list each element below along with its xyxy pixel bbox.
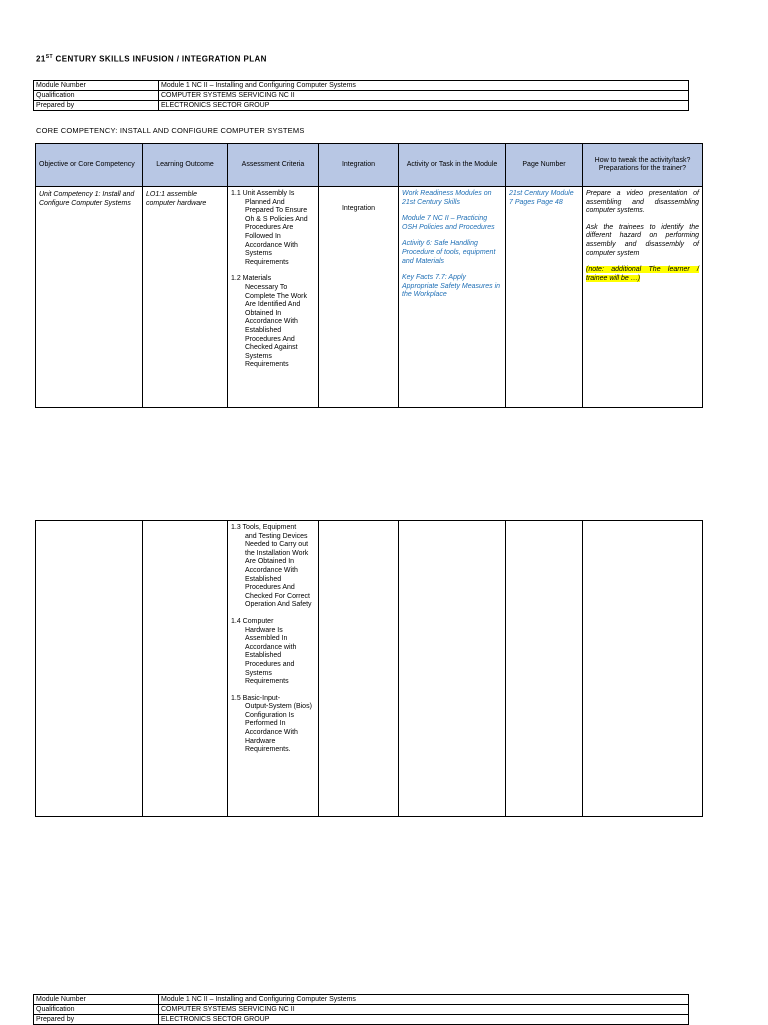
header-tweak: How to tweak the activity/task? Preparations for the trainer?	[583, 144, 703, 187]
info-value: ELECTRONICS SECTOR GROUP	[159, 101, 689, 111]
info-label: Module Number	[34, 81, 159, 91]
activity-item: Key Facts 7.7: Apply Appropriate Safety Measures in the Workplace	[402, 274, 501, 299]
tweak-item: Ask the trainees to identify the different hazard on performing assembly and disassembly of computer system	[586, 223, 699, 257]
activity-cell	[399, 521, 506, 817]
info-value: COMPUTER SYSTEMS SERVICING NC II	[159, 91, 689, 101]
header-page: Page Number	[506, 144, 583, 187]
info-value: ELECTRONICS SECTOR GROUP	[159, 1015, 689, 1025]
criteria-item: 1.4 Computer Hardware Is Assembled In Accordance with Established Procedures and Systems Requirements	[231, 617, 297, 686]
core-competency-title: CORE COMPETENCY: INSTALL AND CONFIGURE COMPUTER SYSTEMS	[36, 126, 305, 135]
criteria-item: 1.1 Unit Assembly Is Planned And Prepared To Ensure Oh & S Policies And Procedures Are Followed In Accordance With Systems Requirements	[231, 190, 308, 266]
outcome-cell	[143, 521, 228, 817]
integration-plan-table	[35, 143, 703, 408]
integration-cell: Integration	[319, 187, 399, 408]
info-row-module-number	[34, 81, 689, 91]
header-outcome: Learning Outcome	[143, 144, 228, 187]
info-label: Qualification	[34, 91, 159, 101]
objective-cell	[36, 521, 143, 817]
table-header-row	[36, 144, 703, 187]
header-criteria: Assessment Criteria	[228, 144, 319, 187]
criteria-item: 1.3 Tools, Equipment and Testing Devices Needed to Carry out the Installation Work Are Obtained In Accordance With Established Procedures And Checked For Correct Operation And Safety	[231, 524, 312, 609]
info-label: Prepared by	[34, 101, 159, 111]
activity-item: Activity 6: Safe Handling Procedure of tools, equipment and Materials	[402, 240, 496, 265]
info-row-prepared-by	[34, 101, 689, 111]
activity-item: Work Readiness Modules on 21st Century Skills	[402, 190, 492, 206]
integration-cell	[319, 521, 399, 817]
module-info-table	[33, 80, 689, 111]
tweak-note: (note: additional The learner / trainee will be …)	[586, 266, 699, 282]
info-row-prepared-by	[34, 1015, 689, 1025]
page-title: 21ST CENTURY SKILLS INFUSION / INTEGRATION PLAN	[36, 54, 267, 64]
info-label: Module Number	[34, 995, 159, 1005]
page-number-cell	[506, 521, 583, 817]
header-integration: Integration	[319, 144, 399, 187]
tweak-item: Prepare a video presentation of assembling and disassembling computer systems.	[586, 190, 699, 215]
info-value: COMPUTER SYSTEMS SERVICING NC II	[159, 1005, 689, 1015]
header-objective: Objective or Core Competency	[36, 144, 143, 187]
info-label: Qualification	[34, 1005, 159, 1015]
activity-item: Module 7 NC II – Practicing OSH Policies and Procedures	[402, 215, 495, 231]
module-info-table-footer	[33, 994, 689, 1025]
criteria-item: 1.2 Materials Necessary To Complete The Work Are Identified And Obtained In Accordance With Established Procedures And Checked Against Systems Requirements	[231, 275, 307, 369]
integration-plan-table-continued	[35, 520, 703, 817]
table-row	[36, 187, 703, 408]
criteria-cell	[228, 521, 319, 817]
criteria-cell	[228, 187, 319, 408]
info-row-qualification	[34, 1005, 689, 1015]
info-label: Prepared by	[34, 1015, 159, 1025]
info-row-qualification	[34, 91, 689, 101]
tweak-cell	[583, 521, 703, 817]
outcome-cell: LO1:1 assemble computer hardware	[143, 187, 228, 408]
objective-cell: Unit Competency 1: Install and Configure Computer Systems	[36, 187, 143, 408]
info-value: Module 1 NC II – Installing and Configuring Computer Systems	[159, 81, 689, 91]
criteria-item: 1.5 Basic-Input- Output-System (Bios) Configuration Is Performed In Accordance With Hardware Requirements.	[231, 694, 312, 754]
table-row	[36, 521, 703, 817]
tweak-cell	[583, 187, 703, 408]
info-value: Module 1 NC II – Installing and Configuring Computer Systems	[159, 995, 689, 1005]
header-activity: Activity or Task in the Module	[399, 144, 506, 187]
page-number-cell: 21st Century Module 7 Pages Page 48	[506, 187, 583, 408]
info-row-module-number	[34, 995, 689, 1005]
activity-cell	[399, 187, 506, 408]
